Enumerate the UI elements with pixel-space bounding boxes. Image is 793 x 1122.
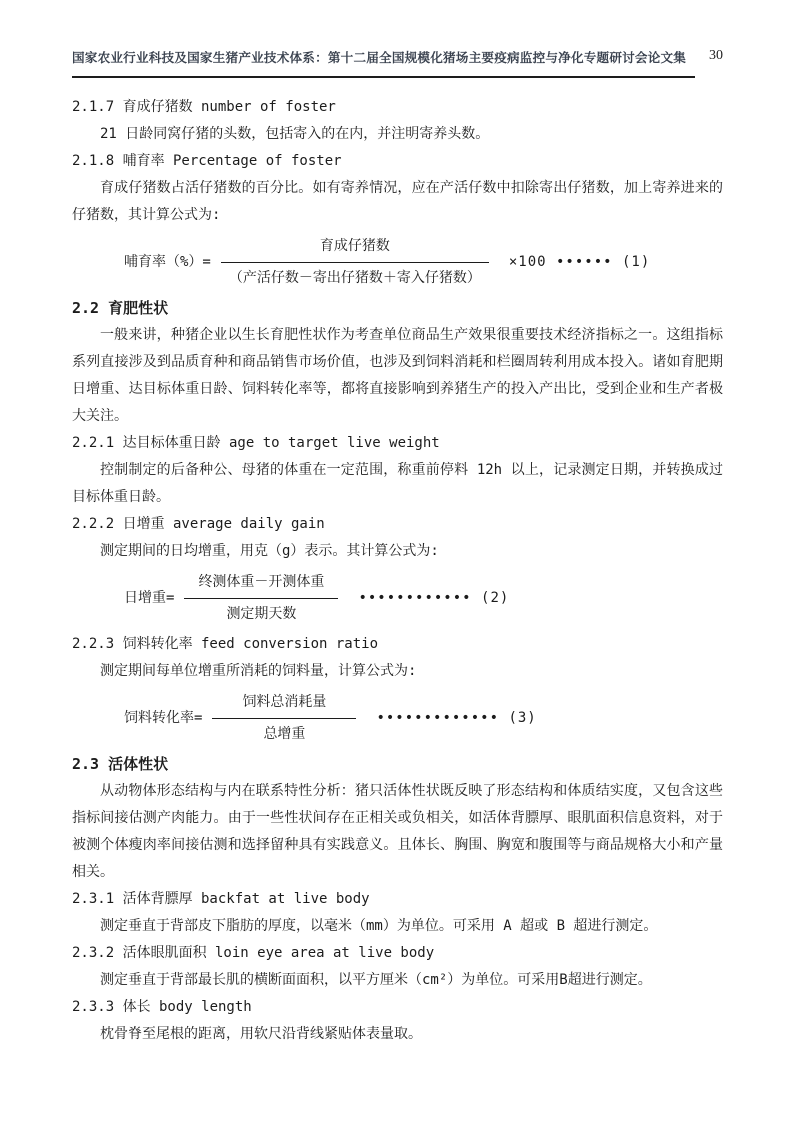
paragraph-2-2: 一般来讲，种猪企业以生长育肥性状作为考查单位商品生产效果很重要技术经济指标之一。这组指标系列直接涉及到品质育种和商品销售市场价值，也涉及到饲料消耗和栏圈周转利用成本投入。诸如育肥期日增重、达目标体重日龄、饲料转化率等，都将直接影响到养猪生产的投入产出比，受到企业和生产者极大关注。 xyxy=(72,327,723,425)
section-heading-2-3-1: 2.3.1 活体背膘厚 backfat at live body xyxy=(72,891,370,908)
section-heading-2-1-8: 2.1.8 哺育率 Percentage of foster xyxy=(72,153,342,170)
paragraph-2-3: 从动物体形态结构与内在联系特性分析：猪只活体性状既反映了形态结构和体质结实度，又包含这些指标间接估测产肉能力。由于一些性状间存在正相关或负相关，如活体背膘厚、眼肌面积信息资料，对于被测个体瘦肉率间接估测和选择留种具有实践意义。且体长、胸围、胸宽和腹围等与商品规格大小和产量相关。 xyxy=(72,783,723,881)
paragraph-2-1-8: 育成仔猪数占活仔猪数的百分比。如有寄养情况，应在产活仔数中扣除寄出仔猪数，加上寄养进来的仔猪数，其计算公式为: xyxy=(72,180,723,224)
formula-1-lhs: 哺育率（%）= xyxy=(124,254,211,271)
section-heading-2-3: 2.3 活体性状 xyxy=(72,755,169,774)
formula-2-denominator: 测定期天数 xyxy=(226,606,297,623)
formula-2-rhs: •••••••••••• (2) xyxy=(358,590,510,607)
formula-2 xyxy=(124,570,723,626)
page-number: 30 xyxy=(709,48,723,64)
running-header xyxy=(72,48,723,78)
formula-2-fraction xyxy=(184,570,338,626)
paragraph-2-2-3: 测定期间每单位增重所消耗的饲料量，计算公式为: xyxy=(100,663,417,680)
formula-3 xyxy=(124,690,723,746)
formula-3-numerator: 饲料总消耗量 xyxy=(212,690,356,719)
formula-1-denominator: （产活仔数－寄出仔猪数＋寄入仔猪数） xyxy=(228,270,481,287)
paragraph-2-2-1: 控制制定的后备种公、母猪的体重在一定范围，称重前停料 12h 以上，记录测定日期，并转换成过目标体重日龄。 xyxy=(72,462,723,506)
paragraph-2-1-7: 21 日龄同窝仔猪的头数，包括寄入的在内，并注明寄养头数。 xyxy=(100,126,490,143)
formula-3-fraction xyxy=(212,690,356,746)
section-heading-2-2-1: 2.2.1 达目标体重日龄 age to target live weight xyxy=(72,435,440,452)
formula-3-denominator: 总增重 xyxy=(263,726,306,743)
header-title: 国家农业行业科技及国家生猪产业技术体系：第十二届全国规模化猪场主要疫病监控与净化专题研讨会论文集 xyxy=(72,48,695,78)
section-heading-2-1-7: 2.1.7 育成仔猪数 number of foster xyxy=(72,99,336,116)
formula-3-rhs: ••••••••••••• (3) xyxy=(376,710,537,727)
paragraph-2-3-2: 测定垂直于背部最长肌的横断面面积，以平方厘米（cm²）为单位。可采用B超进行测定。 xyxy=(100,972,652,989)
formula-2-lhs: 日增重= xyxy=(124,590,175,607)
section-heading-2-2-3: 2.2.3 饲料转化率 feed conversion ratio xyxy=(72,636,379,653)
formula-1-rhs: ×100 •••••• (1) xyxy=(508,254,651,271)
section-heading-2-2-2: 2.2.2 日增重 average daily gain xyxy=(72,516,325,533)
formula-1-fraction xyxy=(221,234,489,290)
body-text xyxy=(72,94,723,1048)
formula-2-numerator: 终测体重－开测体重 xyxy=(184,570,338,599)
formula-3-lhs: 饲料转化率= xyxy=(124,710,203,727)
section-heading-2-3-3: 2.3.3 体长 body length xyxy=(72,999,252,1016)
paragraph-2-3-3: 枕骨脊至尾根的距离，用软尺沿背线紧贴体表量取。 xyxy=(100,1026,422,1043)
paragraph-2-3-1: 测定垂直于背部皮下脂肪的厚度，以毫米（mm）为单位。可采用 A 超或 B 超进行测定。 xyxy=(100,918,658,935)
formula-1-numerator: 育成仔猪数 xyxy=(221,234,489,263)
section-heading-2-3-2: 2.3.2 活体眼肌面积 loin eye area at live body xyxy=(72,945,435,962)
section-heading-2-2: 2.2 育肥性状 xyxy=(72,299,169,318)
paragraph-2-2-2: 测定期间的日均增重，用克（g）表示。其计算公式为: xyxy=(100,543,439,560)
formula-1 xyxy=(124,234,723,290)
page-content xyxy=(72,48,723,1048)
